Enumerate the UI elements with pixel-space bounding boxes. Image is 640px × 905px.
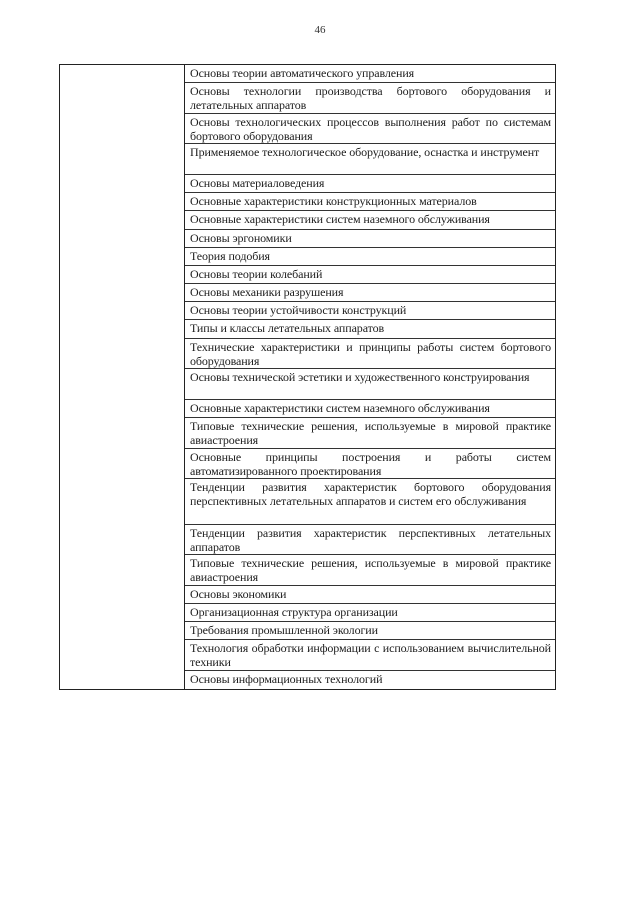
row-text: Основы теории автоматического управления [190, 66, 415, 80]
row-text: Основы механики разрушения [190, 285, 344, 300]
row-text: Применяемое технологическое оборудование, оснастка и инструмент [190, 145, 540, 160]
row-text: Основы теории устойчивости конструкций [190, 303, 407, 318]
row-text: Основы информационных технологий [190, 671, 383, 686]
row-text: Технические характеристики и принципы работы систем бортового оборудования [190, 339, 551, 368]
table-row [185, 640, 555, 671]
row-text: Тенденции развития характеристик перспективных летательных аппаратов [190, 525, 551, 554]
row-text: Теория подобия [190, 248, 270, 263]
row-text: Технология обработки информации с использованием вычислительной техники [190, 641, 551, 670]
row-text: Основы технической эстетики и художественного конструирования [190, 370, 530, 385]
table-row [185, 302, 555, 320]
table-row [185, 193, 555, 211]
table-row [185, 418, 555, 449]
requirements-table [59, 64, 556, 690]
table-row [185, 320, 555, 338]
row-text: Основы технологических процессов выполнения работ по системам бортового оборудования [190, 114, 551, 143]
row-text: Организационная структура организации [190, 604, 398, 619]
row-text: Основы эргономики [190, 230, 292, 245]
row-text: Основные характеристики систем наземного обслуживания [190, 212, 490, 227]
row-text: Типовые технические решения, используемые в мировой практике авиастроения [190, 418, 551, 447]
row-text: Основы экономики [190, 586, 287, 601]
page-number: 46 [314, 24, 326, 36]
table-row [185, 211, 555, 229]
table-row [185, 144, 555, 175]
row-text: Типы и классы летательных аппаратов [190, 321, 385, 336]
row-text: Тенденции развития характеристик бортового оборудования перспективных летательных аппаратов и систем его обслуживания [190, 480, 551, 509]
row-text: Основы материаловедения [190, 176, 325, 190]
row-text: Основные характеристики конструкционных материалов [190, 194, 477, 209]
table-row [185, 449, 555, 480]
row-text: Основные характеристики систем наземного обслуживания [190, 400, 490, 415]
table-left-cell [60, 65, 185, 689]
table-row [185, 400, 555, 418]
table-row [185, 284, 555, 302]
table-row [185, 586, 555, 604]
table-row [185, 230, 555, 248]
table-row [185, 83, 555, 114]
table-row [185, 339, 555, 370]
table-row [185, 369, 555, 400]
row-text: Требования промышленной экологии [190, 623, 378, 638]
row-text: Основные принципы построения и работы систем автоматизированного проектирования [190, 449, 551, 478]
table-row [185, 555, 555, 586]
table-row [185, 266, 555, 284]
table-row [185, 114, 555, 145]
row-text: Типовые технические решения, используемые в мировой практике авиастроения [190, 556, 551, 585]
table-row [185, 671, 555, 689]
row-text: Основы теории колебаний [190, 266, 323, 281]
table-row [185, 175, 555, 193]
table-row [185, 248, 555, 266]
table-row [185, 525, 555, 556]
table-row [185, 622, 555, 640]
table-row [185, 604, 555, 622]
table-row [185, 65, 555, 83]
row-text: Основы технологии производства бортового оборудования и летательных аппаратов [190, 84, 551, 113]
knowledge-list [185, 65, 555, 689]
table-row [185, 479, 555, 524]
